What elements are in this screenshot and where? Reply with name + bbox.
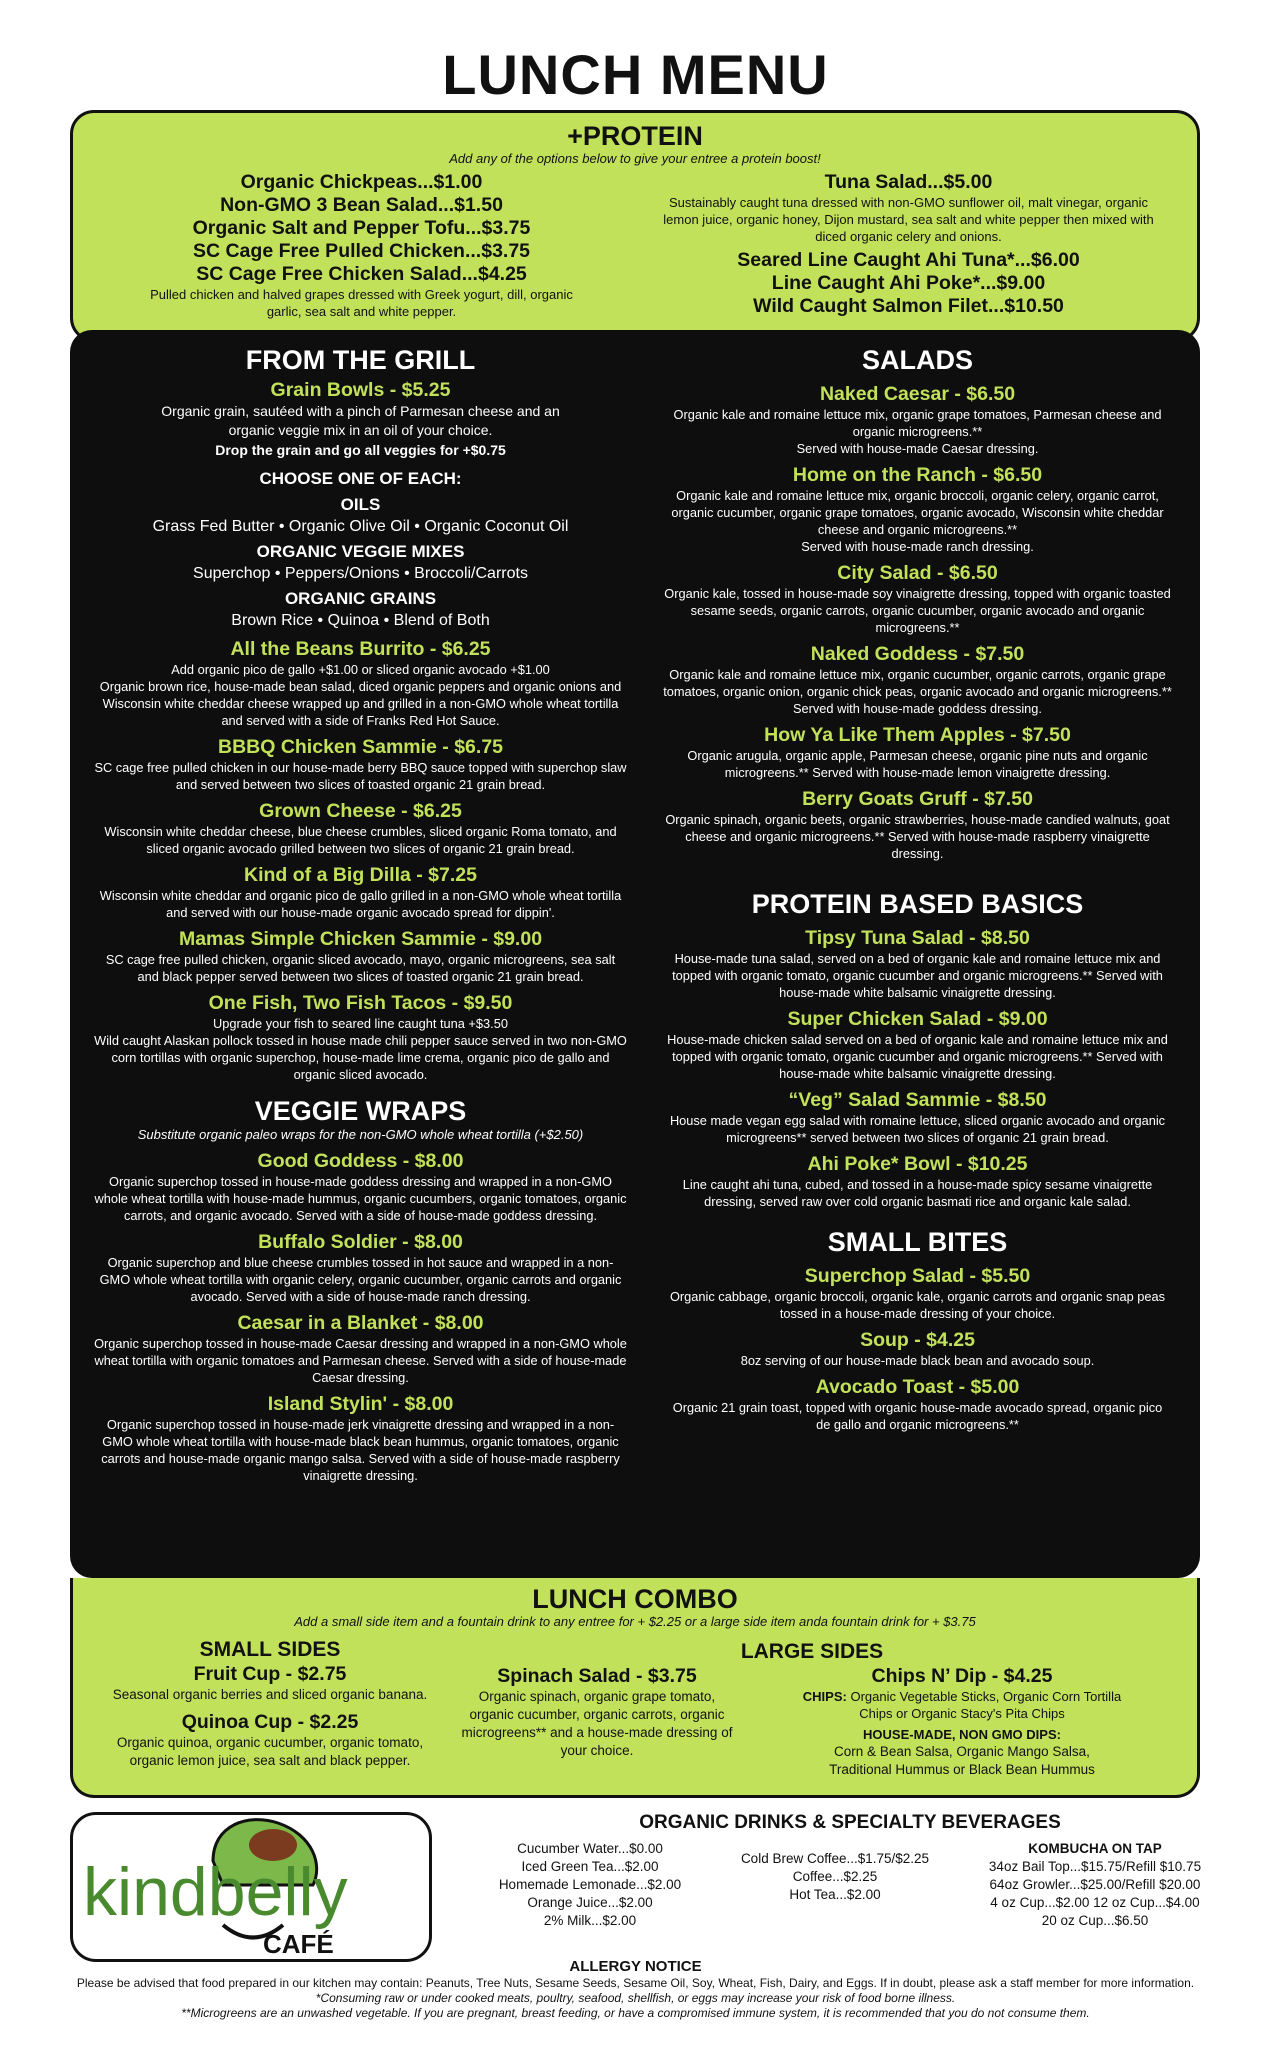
menu-item-desc: Organic grain, sautéed with a pinch of Parmesan cheese and an organic veggie mix in an oil of your choice.	[161, 403, 560, 438]
allergy-raw-warning: *Consuming raw or under cooked meats, poultry, seafood, shellfish, or eggs may increase your risk of food borne illness.	[315, 1991, 956, 2005]
grains-options: Brown Rice • Quinoa • Blend of Both	[231, 612, 490, 629]
protein-item: Organic Salt and Pepper Tofu...$3.75	[192, 217, 531, 239]
protein-item: Wild Caught Salmon Filet...$10.50	[753, 295, 1064, 317]
protein-item: Organic Chickpeas...$1.00	[240, 171, 483, 193]
menu-item-note: Drop the grain and go all veggies for +$0.75	[215, 442, 506, 458]
combo-subtitle: Add a small side item and a fountain drink to any entree for + $2.25 or a large side item anda fountain drink for + $3.75	[294, 1614, 976, 1629]
menu-item-name: Grain Bowls - $5.25	[270, 379, 451, 401]
wraps-heading: VEGGIE WRAPS	[254, 1096, 467, 1126]
side-desc: Seasonal organic berries and sliced organic banana.	[112, 1687, 428, 1702]
choose-label: CHOOSE ONE OF EACH:	[259, 469, 462, 488]
menu-item-desc: SC cage free pulled chicken in our house-made berry BBQ sauce topped with superchop slaw and served between two slices of toasted organic 21 grain bread.	[94, 760, 627, 792]
menu-item-desc: Organic arugula, organic apple, Parmesan cheese, organic pine nuts and organic microgreens.** Served with house-made lemon vinaigrette dressing.	[687, 748, 1148, 780]
oils-options: Grass Fed Butter • Organic Olive Oil • Organic Coconut Oil	[152, 518, 569, 535]
menu-item-desc: Organic kale, tossed in house-made soy vinaigrette dressing, topped with organic toasted sesame seeds, organic carrots, organic cucumber, organic avocado and organic microgreens.**	[664, 586, 1171, 635]
side-name: Quinoa Cup - $2.25	[181, 1711, 359, 1733]
protein-desc: Sustainably caught tuna dressed with non-GMO sunflower oil, malt vinegar, organic lemon juice, organic honey, Dijon mustard, sea salt and white pepper then mixed with diced organic celery and onions.	[663, 195, 1154, 244]
protein-heading: +PROTEIN	[567, 121, 703, 151]
menu-item-name: Grown Cheese - $6.25	[259, 800, 462, 822]
bev-item: Cold Brew Coffee...$1.75/$2.25	[740, 1851, 930, 1866]
menu-item-desc: Organic superchop tossed in house-made jerk vinaigrette dressing and wrapped in a non-GMO whole wheat tortilla with house-made black bean hummus, organic tomatoes, organic carrots and house-made organic mango salsa. Served with a side of house-made raspberry vinaigrette dressing.	[101, 1417, 620, 1483]
protein-item: Non-GMO 3 Bean Salad...$1.50	[220, 194, 503, 216]
bev-item: Hot Tea...$2.00	[789, 1887, 881, 1902]
oils-label: OILS	[340, 495, 381, 514]
veggie-options: Superchop • Peppers/Onions • Broccoli/Carrots	[193, 565, 528, 582]
allergy-text: Please be advised that food prepared in our kitchen may contain: Peanuts, Tree Nuts, Sesame Seeds, Sesame Oil, Soy, Wheat, Fish, Dairy, and Eggs. If in doubt, please ask a staff member for more information.	[76, 1976, 1195, 1990]
menu-item-desc: Organic kale and romaine lettuce mix, organic cucumber, organic carrots, organic grape tomatoes, organic onion, organic chick peas, organic avocado and organic microgreens.** Served with house-made goddess dressing.	[663, 667, 1172, 716]
menu-item-name: Avocado Toast - $5.00	[815, 1376, 1020, 1398]
beverages	[470, 1812, 1230, 1930]
protein-right	[650, 171, 1167, 320]
bev-col2	[710, 1840, 960, 1930]
side-desc: Organic spinach, organic grape tomato, organic cucumber, organic carrots, organic microgreens** and a house-made dressing of your choice.	[461, 1689, 733, 1758]
menu-item-desc: Organic superchop tossed in house-made Caesar dressing and wrapped in a non-GMO whole wheat tortilla with organic tomatoes and Parmesan cheese. Served with a side of house-made Caesar dressing.	[94, 1336, 627, 1385]
menu-item-desc: Line caught ahi tuna, cubed, and tossed in a house-made spicy sesame vinaigrette dressing, served raw over cold organic basmati rice and organic kale salad.	[682, 1177, 1153, 1209]
menu-item-name: Kind of a Big Dilla - $7.25	[244, 864, 477, 886]
grains-label: ORGANIC GRAINS	[284, 589, 437, 608]
menu-item-name: Home on the Ranch - $6.50	[792, 464, 1043, 486]
grill-heading: FROM THE GRILL	[245, 345, 476, 375]
beverages-heading: ORGANIC DRINKS & SPECIALTY BEVERAGES	[639, 1812, 1061, 1833]
protein-item: Tuna Salad...$5.00	[824, 171, 993, 193]
menu-item-name: Soup - $4.25	[860, 1329, 975, 1351]
bev-item: 4 oz Cup...$2.00 12 oz Cup...$4.00	[990, 1895, 1200, 1910]
small-sides	[93, 1638, 447, 1779]
side-name: Chips N’ Dip - $4.25	[871, 1665, 1053, 1687]
menu-item-desc: Organic 21 grain toast, topped with organic house-made avocado spread, organic pico de gallo and organic microgreens.**	[672, 1400, 1163, 1432]
menu-item-name: Ahi Poke* Bowl - $10.25	[807, 1153, 1028, 1175]
protein-item: SC Cage Free Chicken Salad...$4.25	[196, 263, 527, 285]
bev-item: Cucumber Water...$0.00	[517, 1841, 663, 1856]
menu-item-desc: House made vegan egg salad with romaine lettuce, sliced organic avocado and organic microgreens** served between two slices of organic 21 grain bread.	[669, 1113, 1166, 1145]
menu-item-name: Superchop Salad - $5.50	[804, 1265, 1031, 1287]
bev-item: 64oz Growler...$25.00/Refill $20.00	[989, 1877, 1201, 1892]
menu-item-name: City Salad - $6.50	[837, 562, 998, 584]
protein-item: Line Caught Ahi Poke*...$9.00	[771, 272, 1046, 294]
protein-left	[103, 171, 620, 320]
bev-item: Coffee...$2.25	[792, 1869, 878, 1884]
menu-item-desc: Organic cabbage, organic broccoli, organic kale, organic carrots and organic snap peas tossed in a house-made dressing of your choice.	[669, 1289, 1166, 1321]
bites-heading: SMALL BITES	[827, 1227, 1008, 1257]
wraps-subtitle: Substitute organic paleo wraps for the non-GMO whole wheat tortilla (+$2.50)	[137, 1127, 584, 1142]
large-sides-heading: LARGE SIDES	[740, 1640, 884, 1663]
protein-item: SC Cage Free Pulled Chicken...$3.75	[192, 240, 531, 262]
side-desc: Organic quinoa, organic cucumber, organic tomato, organic lemon juice, sea salt and black pepper.	[116, 1735, 424, 1768]
menu-item-desc: Organic kale and romaine lettuce mix, organic broccoli, organic celery, organic carrot, organic cucumber, organic grape tomatoes, organic avocado, Wisconsin white cheddar cheese and organic microgreens.** Served with house-made ranch dressing.	[671, 488, 1164, 554]
dips-heading: HOUSE-MADE, NON GMO DIPS:	[863, 1727, 1061, 1742]
kindbelly-logo	[70, 1812, 432, 1962]
allergy-microgreens-warning: **Microgreens are an unwashed vegetable. If you are pregnant, breast feeding, or have a compromised immune system, it is recommended that you do not consume them.	[181, 2006, 1090, 2020]
spinach-side	[447, 1664, 747, 1779]
protein-desc: Pulled chicken and halved grapes dressed with Greek yogurt, dill, organic garlic, sea salt and white pepper.	[150, 287, 573, 319]
menu-item-name: Buffalo Soldier - $8.00	[258, 1231, 463, 1253]
bev-item: 20 oz Cup...$6.50	[1041, 1913, 1149, 1928]
menu-item-desc: Organic superchop tossed in house-made goddess dressing and wrapped in a non-GMO whole wheat tortilla with house-made hummus, organic cucumbers, organic tomatoes, organic carrots, and organic avocado. Served with a side of house-made goddess dressing.	[94, 1174, 627, 1223]
side-desc: Organic Vegetable Sticks, Organic Corn Tortilla Chips or Organic Stacy's Pita Chips	[850, 1689, 1122, 1721]
menu-item-desc: House-made tuna salad, served on a bed of organic kale and romaine lettuce mix and topped with organic tomato, organic cucumber and organic microgreens.** Served with house-made white balsamic vinaigrette dressing.	[672, 951, 1163, 1000]
bev-item: Iced Green Tea...$2.00	[521, 1859, 659, 1874]
logo-word: kindbelly	[83, 1854, 348, 1930]
combo-panel	[70, 1578, 1200, 1798]
menu-item-desc: Upgrade your fish to seared line caught tuna +$3.50 Wild caught Alaskan pollock tossed in house made chili pepper sauce served in two non-GMO corn tortillas with organic superchop, house-made lime crema, organic pico de gallo and organic sliced avocado.	[94, 1016, 627, 1082]
allergy-notice	[0, 1958, 1271, 2021]
allergy-heading: ALLERGY NOTICE	[569, 1958, 702, 1975]
veggie-label: ORGANIC VEGGIE MIXES	[256, 542, 465, 561]
menu-item-desc: Wisconsin white cheddar and organic pico de gallo grilled in a non-GMO whole wheat tortilla and served with our house-made organic avocado spread for dippin'.	[99, 888, 622, 920]
bev-item: 2% Milk...$2.00	[543, 1913, 637, 1928]
protein-item: Seared Line Caught Ahi Tuna*...$6.00	[737, 249, 1080, 271]
bev-item: 34oz Bail Top...$15.75/Refill $10.75	[988, 1859, 1202, 1874]
bev-col1	[470, 1840, 710, 1930]
side-name: Spinach Salad - $3.75	[497, 1665, 697, 1687]
menu-item-desc: Organic spinach, organic beets, organic strawberries, house-made candied walnuts, goat cheese and organic microgreens.** Served with house-made raspberry vinaigrette dressing.	[665, 812, 1170, 861]
right-column	[655, 344, 1180, 1433]
protein-panel	[70, 110, 1200, 342]
bev-item: Orange Juice...$2.00	[527, 1895, 653, 1910]
combo-heading: LUNCH COMBO	[532, 1584, 738, 1614]
menu-item-desc: 8oz serving of our house-made black bean and avocado soup.	[740, 1353, 1095, 1368]
menu-item-desc: Organic kale and romaine lettuce mix, organic grape tomatoes, Parmesan cheese and organic microgreens.** Served with house-made Caesar dressing.	[673, 407, 1162, 456]
menu-item-name: Naked Goddess - $7.50	[810, 643, 1025, 665]
menu-item-desc: Wisconsin white cheddar cheese, blue cheese crumbles, sliced organic Roma tomato, and sliced organic avocado grilled between two slices of organic 21 grain bread.	[104, 824, 617, 856]
bev-item: Homemade Lemonade...$2.00	[498, 1877, 682, 1892]
menu-item-name: Super Chicken Salad - $9.00	[787, 1008, 1048, 1030]
small-sides-heading: SMALL SIDES	[199, 1638, 341, 1661]
menu-title: LUNCH MENU	[442, 43, 829, 106]
chips-label: CHIPS:	[802, 1689, 847, 1704]
menu-item-name: How Ya Like Them Apples - $7.50	[764, 724, 1071, 746]
salads-heading: SALADS	[861, 345, 973, 375]
bev-col3	[960, 1840, 1230, 1930]
kombucha-heading: KOMBUCHA ON TAP	[1028, 1841, 1162, 1856]
basics-heading: PROTEIN BASED BASICS	[751, 889, 1084, 919]
menu-item-name: Berry Goats Gruff - $7.50	[802, 788, 1033, 810]
large-sides	[447, 1638, 1177, 1779]
menu-item-name: Caesar in a Blanket - $8.00	[237, 1312, 484, 1334]
menu-item-name: All the Beans Burrito - $6.25	[230, 638, 491, 660]
logo-cafe: CAFÉ	[263, 1929, 334, 1959]
protein-subtitle: Add any of the options below to give your entree a protein boost!	[449, 151, 821, 166]
side-name: Fruit Cup - $2.75	[193, 1663, 347, 1685]
menu-item-desc: Organic superchop and blue cheese crumbles tossed in hot sauce and wrapped in a non-GMO whole wheat tortilla with organic celery, organic cucumber, organic carrots and organic avocado. Served with a side of house-made ranch dressing.	[99, 1255, 622, 1304]
menu-item-name: One Fish, Two Fish Tacos - $9.50	[208, 992, 513, 1014]
menu-item-name: Island Stylin' - $8.00	[267, 1393, 454, 1415]
menu-item-name: Good Goddess - $8.00	[257, 1150, 464, 1172]
menu-item-name: “Veg” Salad Sammie - $8.50	[788, 1089, 1047, 1111]
menu-item-name: BBBQ Chicken Sammie - $6.75	[217, 736, 504, 758]
chips-side	[747, 1664, 1177, 1779]
menu-item-desc: SC cage free pulled chicken, organic sliced avocado, mayo, organic microgreens, sea salt and black pepper served between two slices of toasted organic 21 grain bread.	[105, 952, 616, 984]
left-column	[88, 344, 633, 1484]
dips-desc: Corn & Bean Salsa, Organic Mango Salsa, Traditional Hummus or Black Bean Hummus	[829, 1744, 1095, 1777]
menu-item-desc: House-made chicken salad served on a bed of organic kale and romaine lettuce mix and topped with organic tomato, organic cucumber and organic microgreens.** Served with house-made white balsamic vinaigrette dressing.	[667, 1032, 1168, 1081]
menu-item-name: Mamas Simple Chicken Sammie - $9.00	[178, 928, 543, 950]
menu-item-desc: Add organic pico de gallo +$1.00 or sliced organic avocado +$1.00 Organic brown rice, house-made bean salad, diced organic peppers and organic onions and Wisconsin white cheddar cheese wrapped up and grilled in a non-GMO whole wheat tortilla and served with a side of Franks Red Hot Sauce.	[99, 662, 622, 728]
logo-avocado-icon	[73, 1815, 429, 1959]
menu-item-name: Naked Caesar - $6.50	[819, 383, 1016, 405]
menu-item-name: Tipsy Tuna Salad - $8.50	[805, 927, 1030, 949]
main-menu-panel	[70, 330, 1200, 1578]
